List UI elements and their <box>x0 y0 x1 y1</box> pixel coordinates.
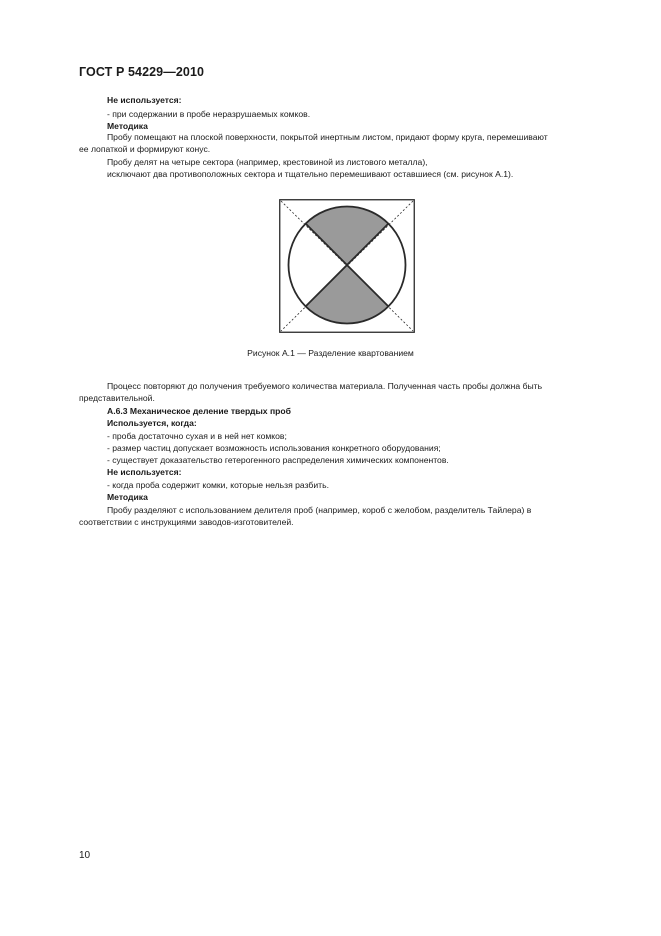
list-item: - проба достаточно сухая и в ней нет комков; <box>107 431 287 441</box>
list-item: - размер частиц допускает возможность использования конкретного оборудования; <box>107 443 441 453</box>
not-used-item: - при содержании в пробе неразрушаемых комков. <box>107 109 311 119</box>
method-heading: Методика <box>107 121 148 131</box>
quartering-figure <box>279 199 415 338</box>
method-heading: Методика <box>107 492 148 502</box>
not-used-heading: Не используется: <box>107 95 182 105</box>
paragraph-line: соответствии с инструкциями заводов-изготовителей. <box>79 517 294 527</box>
paragraph-line: Пробу делят на четыре сектора (например, крестовиной из листового металла), <box>107 157 428 167</box>
figure-caption: Рисунок А.1 — Разделение квартованием <box>247 348 414 358</box>
not-used-heading: Не используется: <box>107 467 182 477</box>
paragraph-line: исключают два противоположных сектора и тщательно перемешивают оставшиеся (см. рисунок А.1). <box>107 169 514 179</box>
list-item: - существует доказательство гетерогенного распределения химических компонентов. <box>107 455 449 465</box>
quartering-diagram <box>279 199 415 333</box>
list-item: - когда проба содержит комки, которые нельзя разбить. <box>107 480 329 490</box>
paragraph-line: Пробу разделяют с использованием делителя проб (например, короб с желобом, разделитель Тайлера) в <box>107 505 532 515</box>
used-when-heading: Используется, когда: <box>107 418 197 428</box>
paragraph-line: Процесс повторяют до получения требуемого количества материала. Полученная часть пробы должна быть <box>107 381 543 391</box>
paragraph-line: Пробу помещают на плоской поверхности, покрытой инертным листом, придают форму круга, перемешивают <box>107 132 548 142</box>
paragraph-line: представительной. <box>79 393 155 403</box>
page-number: 10 <box>79 850 91 861</box>
section-heading: А.6.3 Механическое деление твердых проб <box>107 406 291 416</box>
page-header-title: ГОСТ Р 54229—2010 <box>79 65 205 79</box>
paragraph-line: ее лопаткой и формируют конус. <box>79 144 211 154</box>
